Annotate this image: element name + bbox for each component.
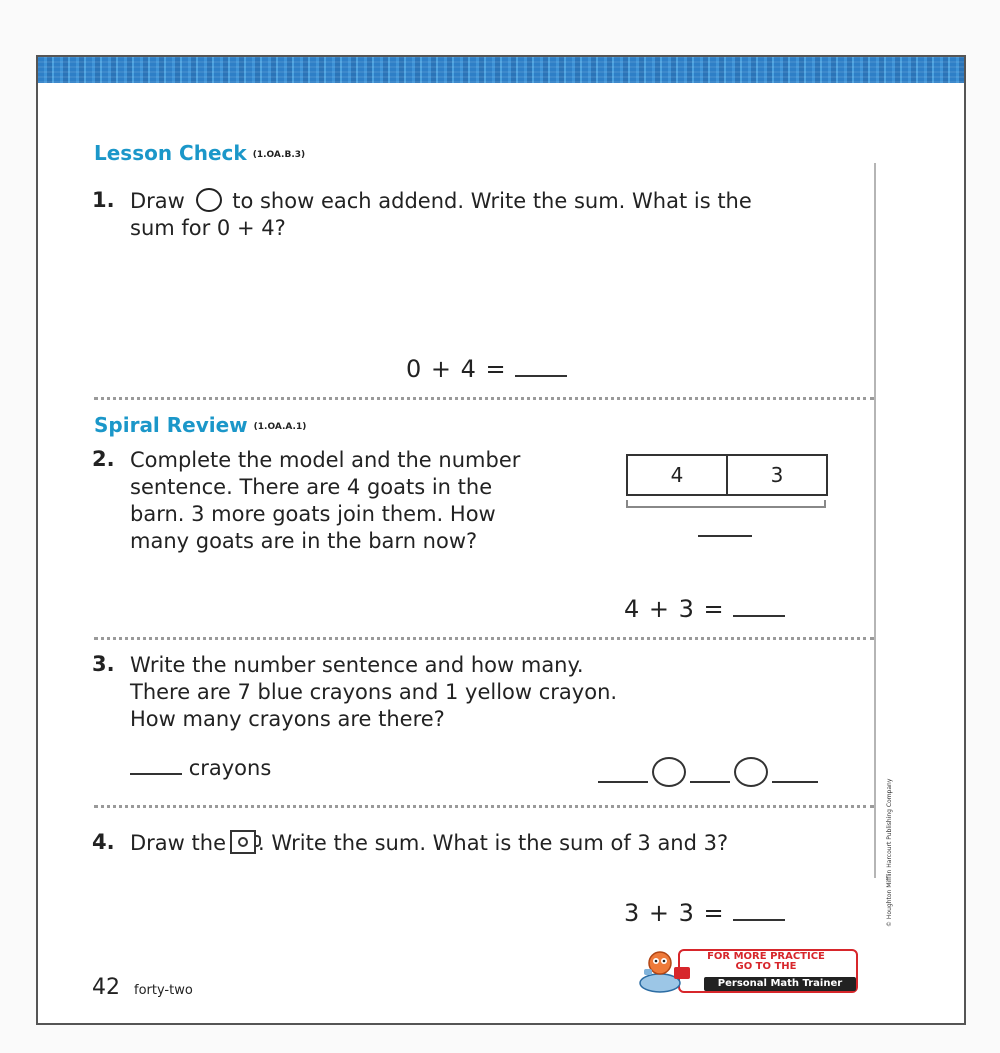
bar-model-part-left: 4 (670, 463, 684, 487)
question-3-number: 3. (92, 652, 115, 676)
question-1-equation (406, 355, 567, 383)
personal-math-trainer-badge[interactable] (638, 947, 856, 995)
question-3-line2: There are 7 blue crayons and 1 yellow crayon. (130, 680, 618, 704)
question-1-text-end: to show each addend. Write the sum. What is the (232, 189, 752, 213)
lesson-check-standard: (1.OA.B.3) (252, 149, 306, 160)
bar-model-part-right: 3 (726, 456, 826, 494)
question-2-line3: barn. 3 more goats join them. How (130, 502, 496, 526)
question-1-text-start: Draw (130, 189, 185, 213)
section-divider (94, 397, 874, 400)
sum-blank[interactable] (772, 781, 818, 783)
question-2-line1: Complete the model and the number (130, 448, 521, 472)
spiral-review-title: Spiral Review (94, 413, 248, 437)
header-banner (38, 57, 964, 83)
question-1-number: 1. (92, 188, 115, 212)
badge-title: Personal Math Trainer (704, 977, 856, 991)
question-2-answer-blank[interactable] (733, 601, 785, 617)
question-4-text-end: . Write the sum. What is the sum of 3 and 3? (258, 831, 729, 855)
bar-model (626, 454, 828, 496)
question-1-text (130, 188, 752, 215)
counter-circle-icon (196, 188, 222, 212)
lesson-check-title: Lesson Check (94, 141, 247, 165)
question-2-equation-text: 4 + 3 = (624, 595, 725, 623)
bar-model-bracket (626, 500, 826, 508)
badge-line-2: GO TO THE (735, 961, 797, 972)
page-number-word: forty-two (134, 983, 193, 998)
question-4-equation-text: 3 + 3 = (624, 899, 725, 927)
question-3-answer-unit: crayons (188, 756, 272, 780)
margin-divider (874, 163, 876, 878)
addend-blank-2[interactable] (690, 781, 730, 783)
connecting-cube-icon (230, 830, 256, 854)
question-1-equation-text: 0 + 4 = (406, 355, 507, 383)
lesson-check-heading (94, 141, 305, 165)
number-sentence-frame (598, 757, 818, 787)
question-2-number: 2. (92, 447, 115, 471)
question-3-line1: Write the number sentence and how many. (130, 653, 584, 677)
section-divider (94, 637, 874, 640)
question-2-line2: sentence. There are 4 goats in the (130, 475, 493, 499)
bar-model-total-blank[interactable] (698, 535, 752, 537)
question-1-line2: sum for 0 + 4? (130, 216, 286, 240)
question-1-answer-blank[interactable] (515, 361, 567, 377)
trainer-robot-icon (638, 947, 698, 995)
question-3-answer (130, 755, 271, 782)
operator-circle-1[interactable] (652, 757, 686, 787)
spiral-review-heading (94, 413, 306, 437)
spiral-review-standard: (1.OA.A.1) (253, 421, 307, 432)
question-3-answer-blank[interactable] (130, 755, 182, 775)
section-divider (94, 805, 874, 808)
copyright-notice: © Houghton Mifflin Harcourt Publishing Company (886, 778, 893, 927)
page-number: 42 (92, 975, 120, 1000)
question-4-equation (624, 899, 785, 927)
question-2-line4: many goats are in the barn now? (130, 529, 478, 553)
worksheet-page (36, 55, 966, 1025)
addend-blank-1[interactable] (598, 781, 648, 783)
badge-line-1: FOR MORE PRACTICE (707, 951, 825, 962)
question-4-answer-blank[interactable] (733, 905, 785, 921)
operator-circle-2[interactable] (734, 757, 768, 787)
question-4-text (130, 830, 728, 857)
question-2-equation (624, 595, 785, 623)
question-3-line3: How many crayons are there? (130, 707, 445, 731)
question-4-number: 4. (92, 830, 115, 854)
question-4-text-start: Draw the (130, 831, 226, 855)
